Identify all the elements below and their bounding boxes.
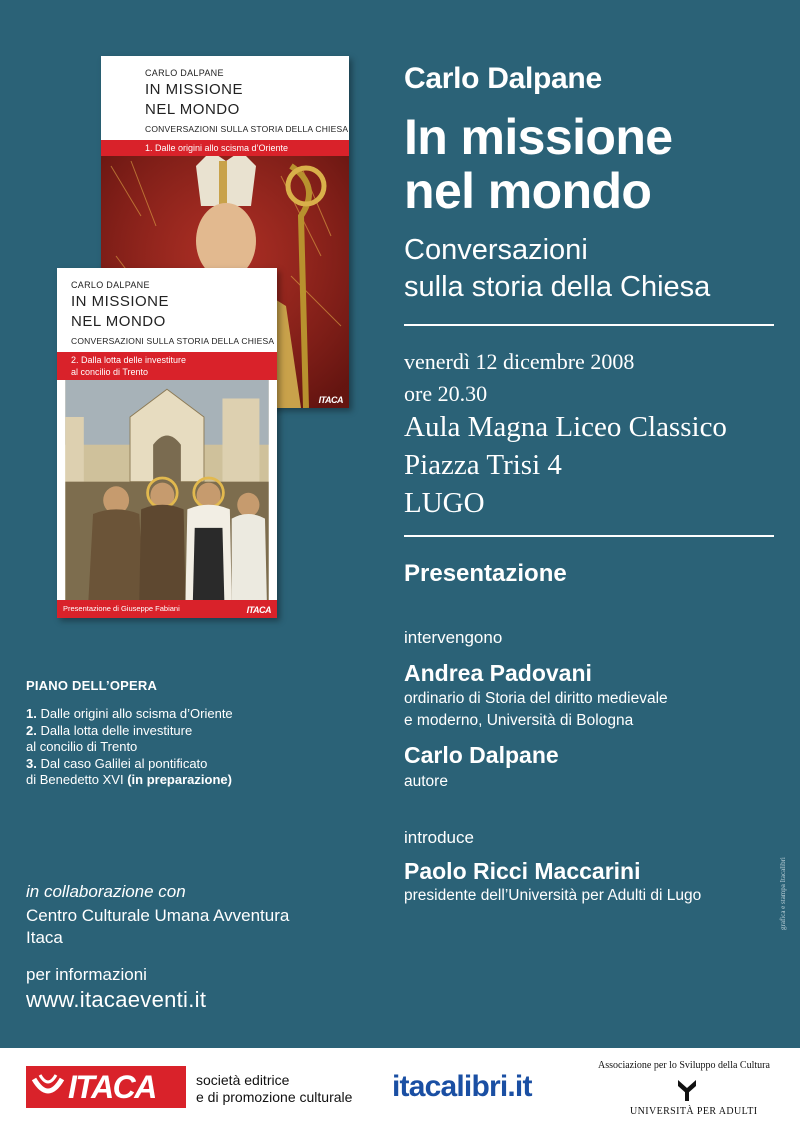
intro-name: Paolo Ricci Maccarini: [404, 858, 641, 884]
association-name: Associazione per lo Sviluppo della Cultura: [598, 1060, 770, 1071]
book1-author: CARLO DALPANE: [145, 68, 224, 78]
event-venue: Aula Magna Liceo Classico Piazza Trisi 4 LUGO: [404, 411, 727, 519]
itaca-swoosh-icon: [30, 1069, 66, 1105]
divider-bottom: [404, 535, 774, 537]
event-title: In missione nel mondo: [404, 109, 673, 219]
book2-title: IN MISSIONE NEL MONDO: [71, 293, 170, 330]
book1-itaca-logo: ITACA: [318, 395, 343, 405]
print-credit: grafica e stampa Itacalibri: [779, 857, 787, 930]
itacalibri-link[interactable]: itacalibri.it: [392, 1070, 532, 1103]
info-label: per informazioni: [26, 965, 147, 984]
book1-title: IN MISSIONE NEL MONDO: [145, 81, 244, 118]
divider-top: [404, 324, 774, 326]
event-subtitle: Conversazioni sulla storia della Chiesa: [404, 234, 711, 303]
piano-item-3: 3. Dal caso Galilei al pontificato: [26, 755, 208, 771]
intro-role: presidente dell’Università per Adulti di Lugo: [404, 887, 702, 904]
book-cover-volume-2: [57, 268, 277, 618]
event-author: Carlo Dalpane: [404, 62, 602, 95]
footer-bar: [0, 1048, 800, 1131]
book2-itaca-logo: ITACA: [246, 605, 271, 615]
speaker1-role: ordinario di Storia del diritto medievale e moderno, Università di Bologna: [404, 690, 668, 729]
speaker1-name: Andrea Padovani: [404, 660, 592, 686]
piano-item-1: 1. Dalle origini allo scisma d’Oriente: [26, 706, 233, 721]
book2-painting-friars-image: [57, 380, 277, 600]
speaker2-role: autore: [404, 773, 448, 790]
book1-volume-bar: 1. Dalle origini allo scisma d’Oriente: [101, 140, 349, 156]
website-link[interactable]: www.itacaeventi.it: [26, 987, 207, 1012]
book1-subtitle: CONVERSAZIONI SULLA STORIA DELLA CHIESA: [145, 124, 349, 134]
itaca-logo: ITACA: [26, 1066, 186, 1108]
intro-label: introduce: [404, 828, 474, 847]
book2-author: CARLO DALPANE: [71, 280, 150, 290]
speaker2-name: Carlo Dalpane: [404, 742, 559, 768]
collaboration-org: Centro Culturale Umana Avventura Itaca: [26, 906, 290, 947]
university-name: UNIVERSITÀ PER ADULTI: [630, 1106, 758, 1117]
book2-presentation-bar: Presentazione di Giuseppe Fabiani: [57, 600, 277, 618]
book2-volume-bar: 2. Dalla lotta delle investiture al concilio di Trento: [57, 352, 277, 380]
university-emblem-icon: [676, 1078, 698, 1102]
piano-heading: PIANO DELL’OPERA: [26, 678, 158, 693]
speakers-label: intervengono: [404, 628, 503, 647]
piano-list: 1. Dalle origini allo scisma d’Oriente 2. Dalla lotta delle investiture al concilio di Trento 3. Dal caso Galilei al pontificato di Benedetto XVI (in preparazione): [26, 706, 233, 787]
book2-subtitle: CONVERSAZIONI SULLA STORIA DELLA CHIESA: [71, 336, 275, 346]
event-datetime: venerdì 12 dicembre 2008 ore 20.30: [404, 349, 635, 406]
collaboration-label: in collaborazione con: [26, 882, 186, 901]
itaca-tagline: società editrice e di promozione culturale: [196, 1072, 353, 1105]
piano-item-2: 2. Dalla lotta delle investiture: [26, 722, 193, 738]
presentation-heading: Presentazione: [404, 560, 567, 587]
